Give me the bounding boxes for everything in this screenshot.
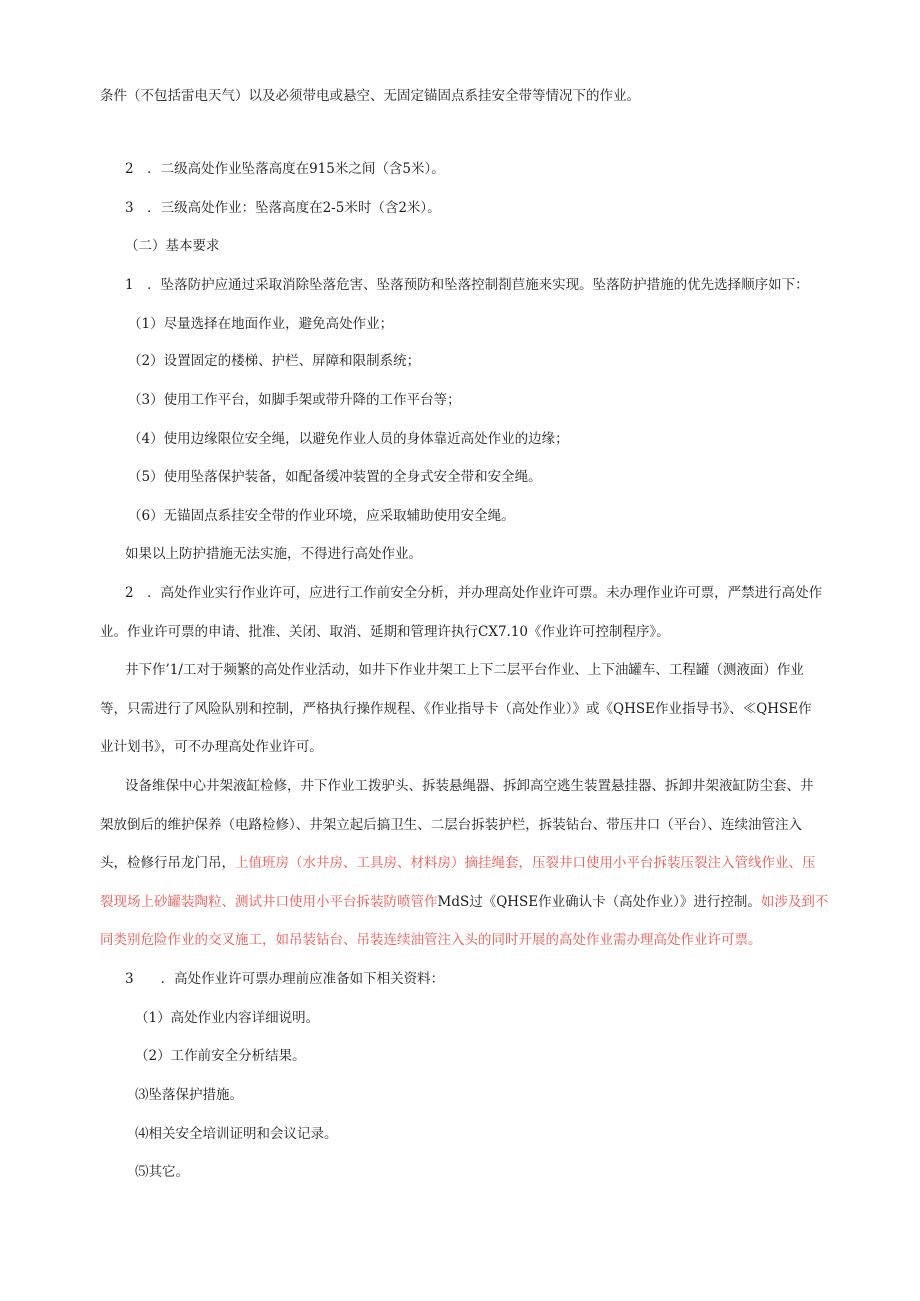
requirement-2-line-2: 业。作业许可票的申请、批准、关闭、取消、延期和管理许执行CX7.10《作业许可控制程序》。 <box>100 624 670 640</box>
option-item: （1）尽量选择在地面作业，避免高处作业； <box>128 316 394 332</box>
option-item: （3）使用工作平台，如脚手架或带升降的工作平台等； <box>128 392 461 408</box>
equipment-paragraph-line-4 <box>100 892 828 912</box>
plain-text: MdS过《QHSE作业确认卡（高处作业）》进行控制。 <box>437 894 761 910</box>
material-item: ⑶坠落保护措施。 <box>135 1087 243 1103</box>
requirement-2-line-1: 2 ．高处作业实行作业许可，应进行工作前安全分析，并办理高处作业许可票。未办理作业许可票，严禁进行高处作 <box>125 585 823 601</box>
item-2-line: 2 ．二级高处作业坠落高度在915米之间（含5米）。 <box>125 161 445 177</box>
material-item: ⑸其它。 <box>135 1164 189 1180</box>
highlighted-text: 如涉及到不 <box>760 894 829 910</box>
equipment-paragraph-line-5: 同类别危险作业的交叉施工，如吊装钻台、吊装连续油管注入头的同时开展的高处作业需办理高处作业许可票。 <box>100 932 762 948</box>
if-not-line: 如果以上防护措施无法实施，不得进行高处作业。 <box>125 546 422 562</box>
option-item: （2）设置固定的楼梯、护栏、屏障和限制系统； <box>128 353 421 369</box>
material-item: （2）工作前安全分析结果。 <box>135 1048 306 1064</box>
item-3-line: 3 ．三级高处作业：坠落高度在2-5米时（含2米）。 <box>125 200 441 216</box>
highlighted-text: 上值班房（水井房、工具房、材料房）摘挂绳套，压裂井口使用小平台拆装压裂注入管线作业、压 <box>235 855 816 871</box>
equipment-paragraph-line-3 <box>100 853 816 873</box>
plain-text: 头，检修行吊龙门吊， <box>100 855 235 871</box>
equipment-paragraph-line-1: 设备维保中心井架液缸检修，井下作业工拨驴头、拆装悬绳器、拆卸高空逃生装置悬挂器、拆卸井架液缸防尘套、井 <box>125 778 814 794</box>
section-heading: （二）基本要求 <box>125 238 220 254</box>
option-item: （6）无锚固点系挂安全带的作业环境，应采取辅助使用安全绳。 <box>128 508 515 524</box>
requirement-1: 1 ．坠落防护应通过采取消除坠落危害、坠落预防和坠落控制剳苣施来实现。坠落防护措施的优先选择顺序如下： <box>125 277 809 293</box>
well-paragraph-line-2: 等，只需进行了风险队别和控制，严格执行操作规程、《作业指导卡（高处作业）》或《QHSE作业指导书》、≪QHSE作 <box>100 701 812 717</box>
option-item: （5）使用坠落保护装备，如配备缓冲装置的全身式安全带和安全绳。 <box>128 469 542 485</box>
well-paragraph-line-3: 业计划书》，可不办理高处作业许可。 <box>100 739 323 755</box>
well-paragraph-line-1: 井下作’1/工对于频繁的高处作业活动，如井下作业井架工上下二层平台作业、上下油罐车、工程罐（测液面）作业 <box>125 662 804 678</box>
material-item: （1）高处作业内容详细说明。 <box>135 1010 320 1026</box>
requirement-3: 3 ．高处作业许可票办理前应准备如下相关资料： <box>125 971 445 987</box>
continuation-line: 条件（不包括雷电天气）以及必须带电或悬空、无固定锚固点系挂安全带等情况下的作业。 <box>100 88 640 104</box>
equipment-paragraph-line-2: 架放倒后的维护保养（电路检修）、井架立起后搞卫生、二层台拆装护栏，拆装钻台、带压井口（平台）、连续油管注入 <box>100 817 802 833</box>
option-item: （4）使用边缘限位安全绳，以避免作业人员的身体靠近高处作业的边缘； <box>128 431 569 447</box>
highlighted-text: 裂现场上砂罐装陶粒、测试井口使用小平台拆装防喷管作 <box>100 894 438 910</box>
material-item: ⑷相关安全培训证明和会议记录。 <box>135 1126 338 1142</box>
